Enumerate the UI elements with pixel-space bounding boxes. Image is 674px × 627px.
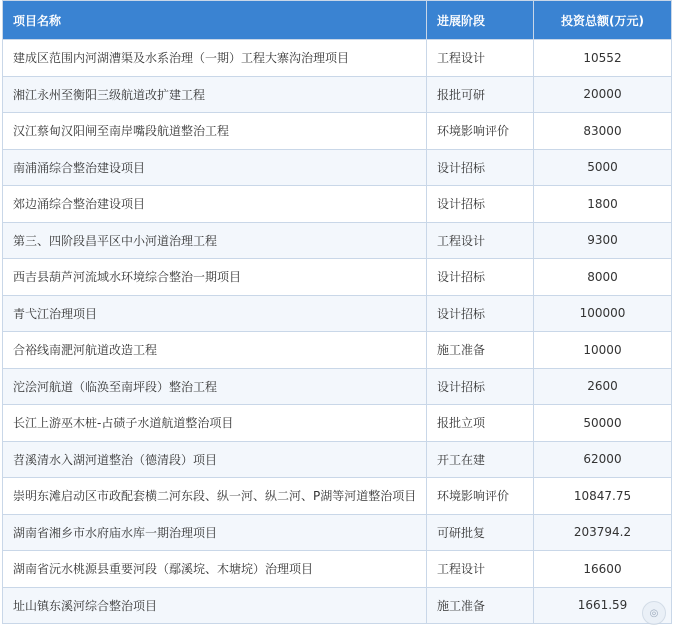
stage-cell: 施工准备 — [427, 332, 534, 369]
table-row — [3, 551, 672, 588]
stage-cell: 设计招标 — [427, 149, 534, 186]
header-investment: 投资总额(万元) — [534, 1, 672, 40]
investment-cell: 50000 — [534, 405, 672, 442]
stage-cell: 设计招标 — [427, 295, 534, 332]
stage-cell: 设计招标 — [427, 259, 534, 296]
table-body — [3, 40, 672, 624]
table-row — [3, 368, 672, 405]
project-name-cell: 汉江蔡甸汉阳闸至南岸嘴段航道整治工程 — [3, 113, 427, 150]
investment-cell: 10847.75 — [534, 478, 672, 515]
project-name-cell: 苕溪清水入湖河道整治（德清段）项目 — [3, 441, 427, 478]
project-name-cell: 郊边涌综合整治建设项目 — [3, 186, 427, 223]
table-row — [3, 405, 672, 442]
investment-cell: 62000 — [534, 441, 672, 478]
table-row — [3, 186, 672, 223]
investment-cell: 10552 — [534, 40, 672, 77]
stage-cell: 工程设计 — [427, 222, 534, 259]
table-row — [3, 113, 672, 150]
project-name-cell: 址山镇东溪河综合整治项目 — [3, 587, 427, 624]
project-name-cell: 西吉县葫芦河流域水环境综合整治一期项目 — [3, 259, 427, 296]
investment-cell: 20000 — [534, 76, 672, 113]
table-row — [3, 295, 672, 332]
header-project-name: 项目名称 — [3, 1, 427, 40]
stage-cell: 可研批复 — [427, 514, 534, 551]
stage-cell: 施工准备 — [427, 587, 534, 624]
table-row — [3, 514, 672, 551]
investment-cell: 10000 — [534, 332, 672, 369]
stage-cell: 工程设计 — [427, 40, 534, 77]
project-name-cell: 湖南省湘乡市水府庙水库一期治理项目 — [3, 514, 427, 551]
project-name-cell: 南浦涌综合整治建设项目 — [3, 149, 427, 186]
stage-cell: 设计招标 — [427, 368, 534, 405]
table-row — [3, 332, 672, 369]
stage-cell: 报批可研 — [427, 76, 534, 113]
project-name-cell: 沱浍河航道（临涣至南坪段）整治工程 — [3, 368, 427, 405]
table-row — [3, 76, 672, 113]
investment-cell: 1661.59 — [534, 587, 672, 624]
stage-cell: 环境影响评价 — [427, 113, 534, 150]
project-name-cell: 湘江永州至衡阳三级航道改扩建工程 — [3, 76, 427, 113]
project-name-cell: 湖南省沅水桃源县重要河段（鄢溪垸、木塘垸）治理项目 — [3, 551, 427, 588]
investment-cell: 16600 — [534, 551, 672, 588]
investment-cell: 8000 — [534, 259, 672, 296]
stage-cell: 报批立项 — [427, 405, 534, 442]
investment-cell: 83000 — [534, 113, 672, 150]
table-row — [3, 222, 672, 259]
watermark-logo-icon: ◎ — [642, 601, 666, 625]
watermark — [642, 601, 666, 625]
table-row — [3, 259, 672, 296]
project-name-cell: 建成区范围内河湖漕渠及水系治理（一期）工程大寨沟治理项目 — [3, 40, 427, 77]
stage-cell: 环境影响评价 — [427, 478, 534, 515]
stage-cell: 工程设计 — [427, 551, 534, 588]
investment-cell: 203794.2 — [534, 514, 672, 551]
project-name-cell: 合裕线南淝河航道改造工程 — [3, 332, 427, 369]
table-row — [3, 587, 672, 624]
table-row — [3, 478, 672, 515]
investment-cell: 5000 — [534, 149, 672, 186]
stage-cell: 设计招标 — [427, 186, 534, 223]
investment-cell: 9300 — [534, 222, 672, 259]
table-row — [3, 40, 672, 77]
project-table — [2, 0, 672, 624]
investment-cell: 1800 — [534, 186, 672, 223]
investment-cell: 100000 — [534, 295, 672, 332]
project-name-cell: 青弋江治理项目 — [3, 295, 427, 332]
table-row — [3, 149, 672, 186]
investment-cell: 2600 — [534, 368, 672, 405]
header-stage: 进展阶段 — [427, 1, 534, 40]
stage-cell: 开工在建 — [427, 441, 534, 478]
project-name-cell: 长江上游巫木桩-占碛子水道航道整治项目 — [3, 405, 427, 442]
table-header-row — [3, 1, 672, 40]
project-name-cell: 崇明东滩启动区市政配套横二河东段、纵一河、纵二河、P湖等河道整治项目 — [3, 478, 427, 515]
table-row — [3, 441, 672, 478]
project-name-cell: 第三、四阶段昌平区中小河道治理工程 — [3, 222, 427, 259]
